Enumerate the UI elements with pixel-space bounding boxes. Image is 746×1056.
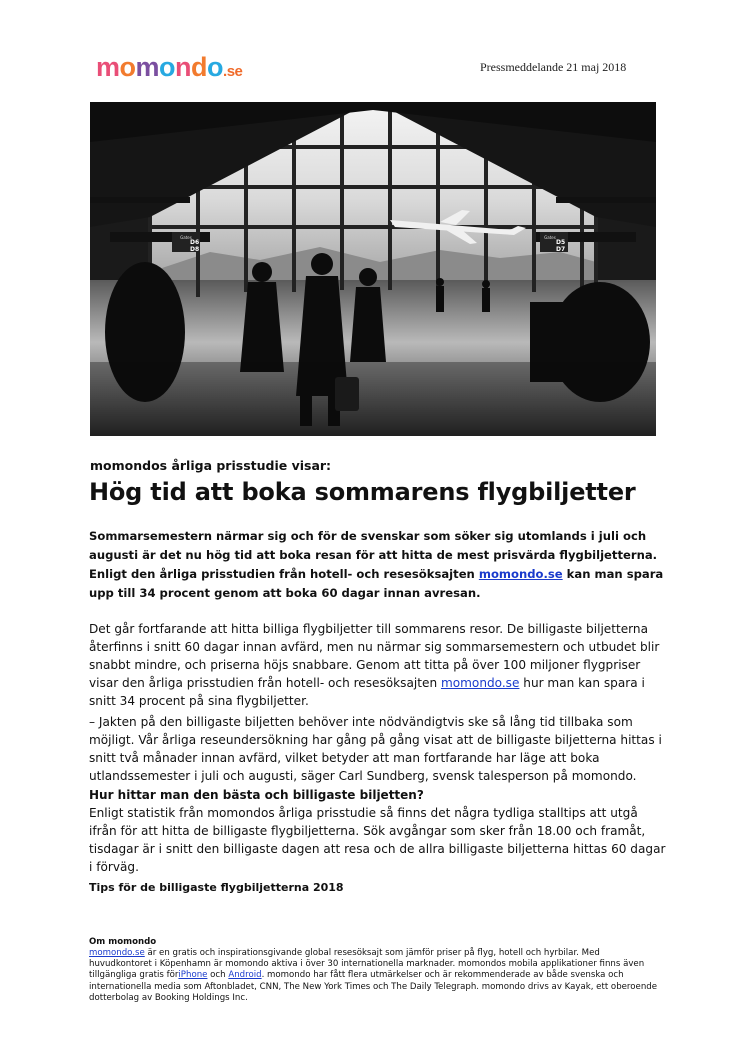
about-text-part: . momondo har fått flera utmärkelser och är rekommenderade av både svenska och internationella media som Aftonbladet, CNN, The New York Times och The Daily Telegraph. momondo drivs av Kayak, ett oberoende dotterbolag av Booking Holdings Inc. [89, 970, 658, 1003]
gate-code-d5: D5 [556, 239, 566, 246]
logo-letter: o [159, 52, 176, 82]
momondo-link[interactable]: momondo.se [89, 948, 145, 958]
press-release-date: Pressmeddelande 21 maj 2018 [480, 60, 627, 74]
about-text-part: och [207, 970, 226, 981]
logo-letter: o [207, 52, 224, 82]
lead-text: Sommarsemestern närmar sig och för de svenskar som söker sig utomlands i juli och augusti är det nu hög tid att boka resan för att hitta de mest prisvärda flygbiljetterna. Enligt den årliga prisstudien från hotell- och resesöksajten [89, 529, 658, 581]
body-text: Det går fortfarande att hitta billiga flygbiljetter till sommarens resor. De billigaste biljetterna återfinns i snitt 60 dagar innan avfärd, men nu närmar sig sommarsemestern och utbudet blir snabbt mindre, och priserna höjs snabbare. Genom att titta på över 100 miljoner flygpriser visar den årliga prisstudien från hotell- och resesöksajten [89, 622, 660, 690]
about-text-part: är en gratis och inspirationsgivande global resesöksajt som jämför priser på flyg, hotell och hyrbilar. Med huvudkontoret i Köpenhamn är momondo aktiva i över 30 internationella marknader. momondos mobila applikationer finns även tillgängliga gratis för [89, 948, 645, 981]
logo-letter: m [96, 52, 120, 82]
article-kicker: momondos årliga prisstudie visar: [90, 458, 332, 473]
logo-letter: d [191, 52, 208, 82]
momondo-link[interactable]: momondo.se [440, 676, 520, 690]
about-heading: Om momondo [89, 937, 157, 947]
hero-airport-photo [90, 102, 656, 436]
body-paragraph [89, 620, 669, 710]
logo-letter: m [135, 52, 160, 82]
about-text [89, 948, 664, 1004]
body-paragraph: Enligt statistik från momondos årliga prisstudie så finns det några tydliga stalltips att utgå ifrån för att hitta de billigaste flygbiljetterna. Sök avgångar som sker från 18.00 och framåt, tisdagar är i snitt den billigaste dagen att resa och de allra billigaste biljetterna hittas 60 dagar i förväg. [89, 806, 666, 874]
lead-text: kan man spara upp till 34 procent genom att boka 60 dagar innan avresan. [89, 567, 664, 600]
logo-letter: n [175, 52, 192, 82]
gate-sign-left-label: Gates [180, 235, 192, 240]
gate-code-d7: D7 [556, 246, 566, 253]
iphone-link[interactable]: iPhone [178, 970, 208, 981]
android-link[interactable]: Android [228, 970, 262, 981]
section-heading: Hur hittar man den bästa och billigaste biljetten? [89, 788, 424, 802]
tips-heading: Tips för de billigaste flygbiljetterna 2018 [89, 881, 344, 894]
body-text: hur man kan spara i snitt 34 procent på sina flygbiljetter. [89, 676, 645, 708]
logo-tld: .se [223, 63, 243, 80]
lead-paragraph [89, 527, 664, 603]
logo-letter: o [119, 52, 136, 82]
momondo-logo[interactable] [96, 52, 242, 84]
page-title: Hög tid att boka sommarens flygbiljetter [89, 478, 636, 506]
gate-code-d8: D8 [190, 246, 200, 253]
quote-paragraph: – Jakten på den billigaste biljetten behöver inte nödvändigtvis ske så lång tid tillbaka som möjligt. Vår årliga reseundersökning har gång på gång visat att de billigaste biljetterna hittas i snitt två månader innan avfärd, vilket betyder att man fortfarande har läge att boka utlandssemester i juli och augusti, säger Carl Sundberg, svensk talesperson på momondo. [89, 715, 662, 783]
momondo-link[interactable]: momondo.se [478, 567, 563, 581]
gate-sign-right-label: Gates [544, 235, 556, 240]
gate-code-d6: D6 [190, 239, 200, 246]
